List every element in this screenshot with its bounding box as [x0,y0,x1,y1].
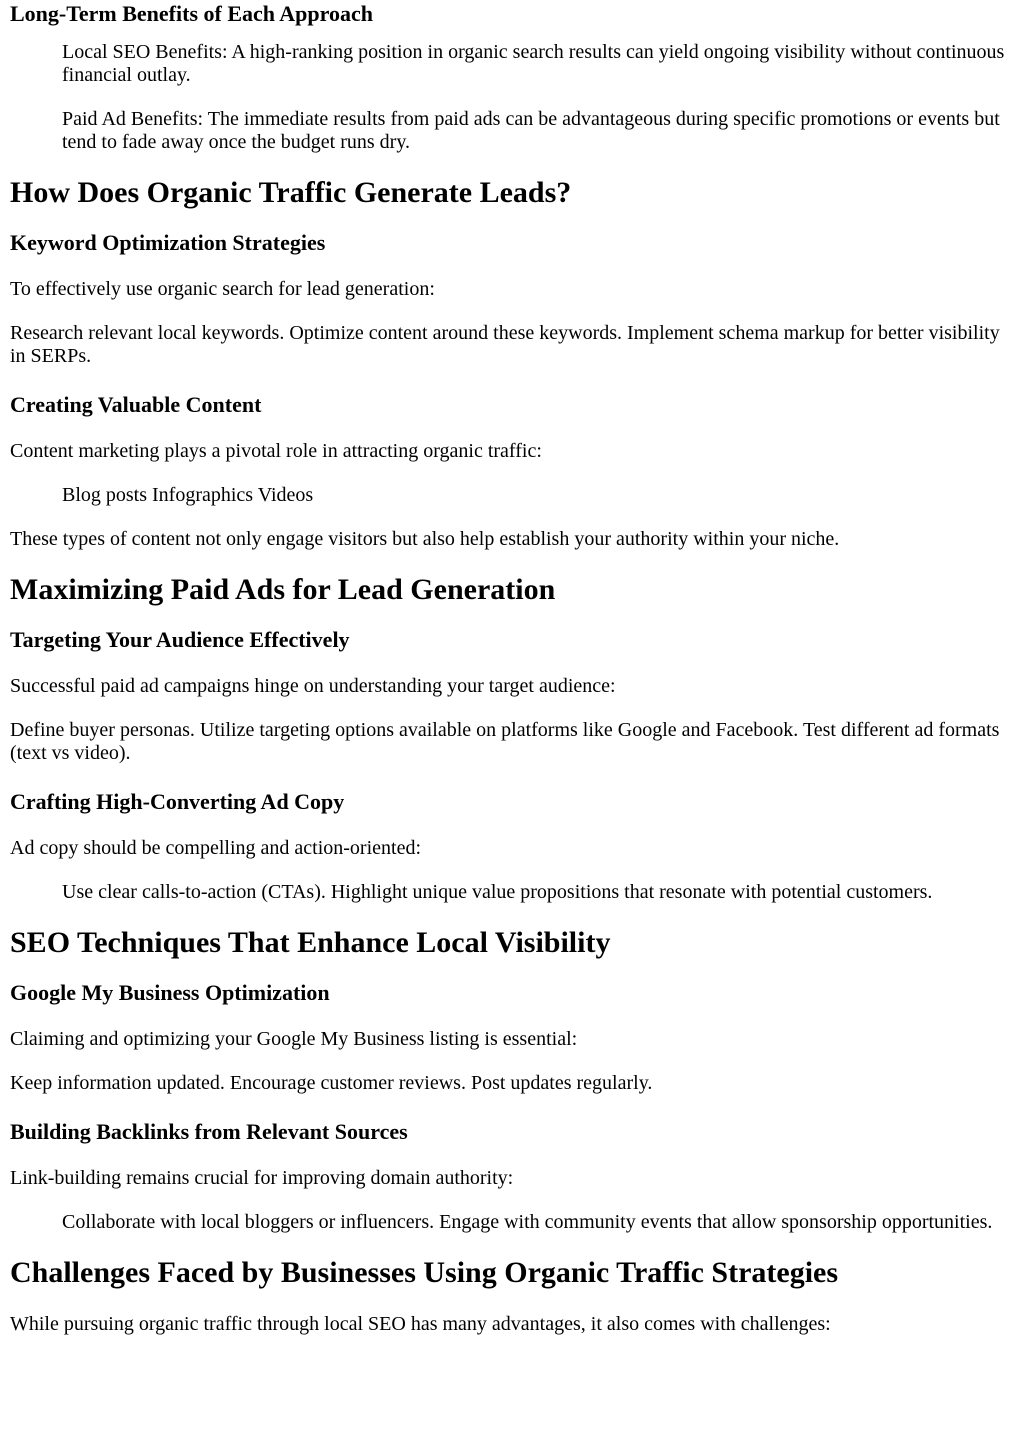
paragraph-gmb-steps: Keep information updated. Encourage customer reviews. Post updates regularly. [10,1072,653,1094]
paragraph-keyword-intro: To effectively use organic search for lead generation: [10,278,435,300]
paragraph-keyword-steps: Research relevant local keywords. Optimize content around these keywords. Implement schema markup for better visibility in SERPs. [10,322,1000,367]
heading-google-my-business: Google My Business Optimization [10,980,330,1005]
paragraph-targeting-intro: Successful paid ad campaigns hinge on understanding your target audience: [10,675,616,697]
quote-content-types: Blog posts Infographics Videos [62,484,314,506]
paragraph-targeting-steps: Define buyer personas. Utilize targeting options available on platforms like Google and Facebook. Test different ad formats (text vs video). [10,719,1000,764]
article-body [0,1,1024,1336]
heading-maximizing-paid-ads: Maximizing Paid Ads for Lead Generation [10,573,556,606]
heading-ad-copy: Crafting High-Converting Ad Copy [10,789,345,814]
quote-backlinks-steps: Collaborate with local bloggers or influencers. Engage with community events that allow sponsorship opportunities. [62,1211,993,1233]
paragraph-content-intro: Content marketing plays a pivotal role in attracting organic traffic: [10,440,542,462]
heading-organic-traffic-leads: How Does Organic Traffic Generate Leads? [10,176,572,209]
heading-valuable-content: Creating Valuable Content [10,392,262,417]
heading-seo-techniques: SEO Techniques That Enhance Local Visibility [10,926,611,959]
heading-long-term-benefits: Long-Term Benefits of Each Approach [10,1,374,26]
quote-paid-ad-benefits: Paid Ad Benefits: The immediate results from paid ads can be advantageous during specific promotions or events but tend to fade away once the budget runs dry. [62,108,1000,153]
heading-challenges: Challenges Faced by Businesses Using Organic Traffic Strategies [10,1256,839,1289]
heading-building-backlinks: Building Backlinks from Relevant Sources [10,1119,408,1144]
paragraph-gmb-intro: Claiming and optimizing your Google My Business listing is essential: [10,1028,578,1050]
paragraph-backlinks-intro: Link-building remains crucial for improving domain authority: [10,1167,514,1189]
quote-local-seo-benefits: Local SEO Benefits: A high-ranking position in organic search results can yield ongoing visibility without continuous financial outlay. [62,41,1005,86]
paragraph-copy-intro: Ad copy should be compelling and action-oriented: [10,837,422,859]
paragraph-challenges-intro: While pursuing organic traffic through local SEO has many advantages, it also comes with challenges: [10,1313,831,1335]
heading-keyword-optimization: Keyword Optimization Strategies [10,230,326,255]
quote-copy-steps: Use clear calls-to-action (CTAs). Highlight unique value propositions that resonate with potential customers. [62,881,933,903]
paragraph-content-outro: These types of content not only engage visitors but also help establish your authority within your niche. [10,528,840,550]
heading-targeting-audience: Targeting Your Audience Effectively [10,627,350,652]
